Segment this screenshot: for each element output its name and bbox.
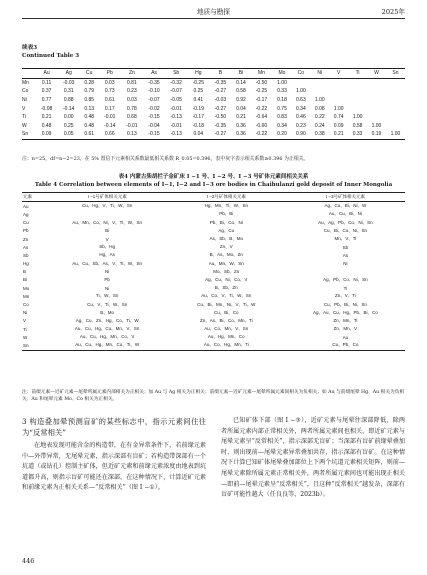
table3-note: 注：n=25，df=n−2=23，在 5% 置信下元素相关系数最低相关系数 R_0.05=0.396，表中灰字表示相关系数≥0.396 为正相关。: [22, 156, 309, 162]
table-row: [22, 268, 405, 276]
table-cell: 0.83: [277, 114, 287, 121]
table-cell: Sb: [342, 244, 349, 250]
table-cell: 0.14: [236, 79, 246, 86]
table-cell: Bi: [105, 228, 110, 234]
table-cell: Ag、Cu、Zn、Hg、Co、Ti、W: [75, 317, 139, 323]
table-cell: Zn、V: [219, 244, 233, 250]
table4-header-row: [22, 193, 405, 202]
table-cell: [386, 87, 405, 96]
table-cell: Ag、Cu、Ni、Co、V: [205, 276, 248, 282]
table-row: [22, 300, 405, 308]
table-cell: 0.85: [84, 97, 95, 104]
table-cell: [367, 96, 386, 105]
table-cell: [348, 78, 367, 87]
table3-header-cell: W: [374, 70, 379, 77]
table4-caption-en: Table 4 Correlation between elements of I−1, I−2 and I−3 ore bodies in Chaihulanzi gold deposit of Inner Mongolia: [34, 182, 393, 188]
table3-header-cell: Cu: [86, 70, 93, 77]
table-cell: 0.74: [333, 114, 344, 121]
table-cell: 0.25: [63, 122, 74, 129]
table-cell: 0.81: [127, 79, 137, 86]
table-cell: 0.13: [127, 131, 137, 138]
table-cell: 0.90: [296, 131, 306, 138]
table-cell: -0.04: [148, 122, 160, 129]
table3-header-cell: Ni: [317, 70, 323, 77]
body-left-column: [22, 416, 206, 494]
table-cell: Ti: [23, 326, 27, 332]
table-cell: Au、Cu、Bi、Ni: [328, 211, 362, 217]
table-row: [22, 251, 405, 259]
table3-header-cell: Au: [43, 70, 50, 77]
table-cell: Sb、Hg: [99, 244, 116, 250]
table-cell: 0.23: [127, 88, 137, 95]
table-cell: Co: [23, 302, 29, 308]
table-row: [22, 317, 405, 325]
table-row: [22, 130, 405, 139]
table3-header-cell: Zn: [128, 70, 135, 77]
table-cell: 0.66: [104, 131, 115, 138]
table-cell: Cu、Hg、V、Ti、W、Sn: [81, 203, 133, 209]
table3-header-cell: V: [336, 70, 341, 77]
table-cell: Cu、Bi、Co、Ni、Sn: [323, 227, 368, 233]
table-cell: -0.13: [170, 114, 182, 121]
table-cell: 0.48: [41, 122, 52, 129]
table-row: [22, 243, 405, 251]
table-row: [22, 333, 405, 341]
table-cell: -0.27: [214, 105, 227, 112]
table-cell: [329, 78, 348, 87]
table-cell: Ni: [22, 97, 27, 104]
table-cell: -0.50: [255, 79, 268, 86]
table-cell: Zn、Mn、Ti: [333, 317, 358, 323]
table-cell: -0.13: [170, 131, 182, 138]
table-cell: Au、Hg、Mn、Co: [207, 334, 245, 340]
table3: [22, 68, 405, 140]
table-cell: -0.27: [214, 88, 227, 95]
table-cell: Au、Ag、Pb、Co、Ni、Sn: [318, 219, 373, 225]
table-cell: -0.17: [255, 97, 268, 104]
table-cell: Hg、As: [99, 252, 115, 258]
table-cell: Au、Cu、Hg、Co、Mn、V、Sn: [74, 326, 140, 332]
table-cell: 0.21: [333, 131, 344, 138]
table-row: [22, 96, 405, 105]
table-cell: -0.10: [148, 88, 160, 95]
table-cell: Au、Mn、W、Sn: [208, 260, 244, 266]
table-cell: Ni: [343, 261, 348, 267]
table3-header-cell: Ag: [65, 70, 72, 77]
table-cell: Ag、Cu: [218, 227, 235, 233]
table-cell: Bi: [23, 277, 28, 283]
table-cell: 0.92: [236, 97, 246, 104]
table-cell: B: [23, 269, 27, 275]
table-cell: 0.09: [333, 122, 344, 129]
table-cell: [47, 210, 166, 218]
table-cell: [286, 268, 405, 276]
table-cell: -0.27: [214, 131, 227, 138]
table-row: [22, 219, 405, 227]
table-cell: 0.22: [314, 114, 325, 121]
table4-header-cell: I −2号矿体相关元素: [206, 194, 246, 200]
table-cell: -0.25: [255, 88, 268, 95]
table-cell: 0.48: [84, 114, 95, 121]
table3-header-cell: [22, 69, 36, 79]
table-cell: 0.58: [352, 122, 363, 129]
table4-caption-cn: 表4 内蒙古柴胡栏子金矿床 I −1 号、I −2 号、I −3 号矿体元素间相关关系: [118, 174, 309, 180]
table-cell: -0.18: [192, 122, 204, 129]
table-cell: -0.35: [148, 79, 160, 86]
table-cell: [348, 87, 367, 96]
table-row: [22, 78, 405, 87]
table-cell: 0.79: [84, 88, 95, 95]
table-cell: Cu、Pb、Bi、Ni、Sn: [323, 301, 367, 307]
table-cell: 0.41: [193, 97, 204, 104]
table-cell: -0.17: [192, 114, 204, 121]
table-cell: 0.68: [127, 114, 137, 121]
table-cell: 0.63: [296, 97, 306, 104]
table-cell: 0.04: [236, 105, 246, 112]
table-cell: 0.11: [41, 79, 52, 86]
table-cell: -0.15: [148, 131, 160, 138]
table-cell: -0.01: [170, 105, 182, 112]
table-cell: Au、Cu、Sb、As、V、Ti、W、Sn: [72, 260, 143, 266]
table-cell: 1.00: [333, 105, 344, 112]
table-cell: -0.07: [148, 97, 160, 104]
table-cell: Zn、As、Bi、Co、Mn、Ti: [200, 317, 253, 323]
table-cell: 1.00: [390, 131, 401, 138]
table-cell: [310, 78, 329, 87]
table-cell: B、Sb、Zn: [214, 285, 238, 291]
table-cell: Pb、Bi、Co、Ni: [209, 219, 243, 225]
table-cell: -0.60: [255, 122, 268, 129]
table3-caption-cn: 续表3: [22, 45, 38, 51]
table-cell: -0.02: [148, 105, 160, 112]
journal-name: 地质与勘探: [197, 8, 230, 16]
table-cell: Mo: [23, 285, 30, 291]
table-cell: Sb: [23, 252, 29, 258]
table-cell: 0.28: [84, 79, 95, 86]
table-cell: 0.34: [296, 105, 306, 112]
table-cell: 0.18: [277, 97, 287, 104]
body-right-column: [221, 416, 405, 501]
table-cell: Au: [23, 203, 29, 209]
table-cell: 0.20: [277, 131, 287, 138]
table-row: [22, 292, 405, 300]
table-cell: 1.00: [314, 97, 325, 104]
page-number: 446: [22, 557, 35, 565]
table-cell: Sn: [23, 342, 29, 348]
table-cell: 0.37: [41, 88, 52, 95]
table-cell: Ti: [343, 285, 348, 291]
table-cell: 0.33: [277, 88, 287, 95]
table-cell: Ti、W、Sn: [95, 293, 119, 299]
table-row: [22, 260, 405, 268]
table4-header-cell: I −1号矿体相关元素: [87, 194, 127, 200]
table-cell: Ni: [105, 285, 110, 291]
table-cell: 0.13: [84, 105, 95, 112]
table-cell: Cu、V、Ti、W、Sn: [87, 301, 128, 307]
table-cell: 0.21: [41, 114, 52, 121]
table4: [22, 192, 405, 351]
table3-header-cell: B: [218, 70, 223, 77]
table3-header-cell: Hg: [195, 70, 202, 77]
table-cell: 0.23: [296, 122, 306, 129]
table4-note: 注：前缀元素—近矿元素—尾晕所属元素内部相关为正相关；加 Au 与 Ag 相关为正相关；前缀元素—近矿元素—尾晕所属元素间相关为负相关；如 Au 与前缀尾晕 Hg、Au 相关为负相关；Au 和尾晕元素 Mo、Co 相关为正相关。: [22, 390, 405, 402]
table-cell: 0.61: [84, 131, 95, 138]
table-cell: Ag、Au、Cu、Hg、Pb、Bi、Co: [313, 309, 378, 315]
table-cell: [348, 104, 367, 113]
table-cell: [386, 78, 405, 87]
table-cell: -0.01: [126, 122, 138, 129]
table-cell: [367, 113, 386, 122]
table-cell: [386, 113, 405, 122]
table-cell: 0.34: [277, 122, 287, 129]
table4-header-cell: 元素: [23, 194, 32, 200]
table-cell: Ti: [22, 114, 26, 121]
table-cell: 0.61: [104, 97, 115, 104]
table-cell: Hg: [23, 261, 29, 267]
table-cell: -0.50: [214, 114, 227, 121]
table-cell: -0.19: [192, 105, 204, 112]
table-cell: Co: [22, 88, 29, 95]
table-cell: W: [22, 122, 27, 129]
table-cell: Au: [342, 334, 349, 340]
table-row: [22, 113, 405, 122]
table-cell: 1.00: [352, 114, 363, 121]
table3-header-cell: Mo: [278, 70, 286, 77]
journal-year: 2025年: [381, 8, 405, 16]
table-cell: As、Sb、B、Mo: [209, 236, 244, 242]
table-cell: Cu: [23, 220, 29, 226]
table-cell: [310, 87, 329, 96]
table-cell: [291, 78, 310, 87]
table3-header-cell: Sb: [173, 70, 180, 77]
table-cell: 0.48: [84, 122, 95, 129]
table3-caption-en: Continued Table 3: [22, 53, 80, 59]
table-cell: Au、Cu、Hg、Mn、Co、V: [79, 334, 135, 340]
table-cell: Mn: [23, 293, 30, 299]
table-cell: -0.08: [40, 105, 53, 112]
table3-header-cell: Co: [297, 70, 305, 77]
body-paragraph: 在地表发现可能含金的构造带，在有金异常条件下，若前缘元素中—外带异常，无尾晕元素，指示深部有盲矿；若构造带深部有一个坑道（或钻孔）控制主矿体，但近矿元素和前缘元素浓度由地表到坑道都升高，则指示盲矿可能还在深部。在这种情况下，计算近矿元素和前缘元素为正相关关系—“反常相关”（图 I −①）。: [22, 442, 206, 492]
table-cell: Cu、Bi、Mn、Ni、V、Ti、W: [197, 301, 256, 307]
table-cell: -0.03: [63, 79, 75, 86]
table-cell: As: [342, 252, 349, 258]
table-cell: -0.22: [255, 131, 268, 138]
table-cell: 0.38: [314, 131, 325, 138]
table3-header-cell: Bi: [238, 70, 244, 77]
table-cell: -0.64: [255, 114, 268, 121]
table-cell: Pb、Bi: [219, 211, 234, 217]
table-cell: Sn: [22, 131, 29, 138]
table-cell: Ni: [23, 310, 28, 316]
table-cell: -0.35: [214, 122, 227, 129]
table-cell: -0.03: [214, 97, 227, 104]
table-cell: Au、Co、Hg、Mn、Ti: [203, 342, 249, 348]
table-row: [22, 87, 405, 96]
table-cell: 0.00: [63, 114, 74, 121]
table-cell: 0.21: [236, 114, 246, 121]
table-cell: 1.00: [296, 88, 306, 95]
table-cell: [329, 96, 348, 105]
table-row: [22, 227, 405, 235]
table-cell: As: [23, 244, 29, 250]
table-cell: Zn: [23, 236, 29, 242]
table3-header-cell: Pb: [106, 70, 113, 77]
table-cell: -0.07: [170, 88, 182, 95]
table3-header-cell: Sn: [392, 70, 399, 77]
table-cell: 0.33: [352, 131, 363, 138]
table-cell: Au、Co、Mn、V、Sn: [204, 326, 249, 332]
table-cell: 0.17: [104, 105, 115, 112]
table-cell: 0.25: [193, 88, 204, 95]
table-cell: V: [105, 236, 109, 242]
table-cell: 0.03: [104, 79, 115, 86]
table-cell: Pb: [23, 228, 29, 234]
table-cell: 0.77: [41, 97, 52, 104]
table-cell: Mn: [22, 79, 29, 86]
table-cell: -0.35: [214, 79, 227, 86]
table-cell: Au、Co、V、Ti、W、Sn: [201, 293, 252, 299]
table-cell: Cu、Bi、Co: [214, 309, 239, 315]
section-heading: 3 构造叠加晕预测盲矿的某些标志中，指示元素间住往为“反常相关”: [22, 417, 206, 437]
table-cell: [367, 78, 386, 87]
table-cell: 0.19: [371, 131, 382, 138]
table-cell: Ag、Cu、Bi、Ni、W: [324, 203, 367, 209]
table-cell: Au、Mn、Co、Ni、V、Ti、W、Sn: [72, 219, 142, 225]
table3-caption: [22, 44, 79, 60]
body-paragraph: 已知矿体下部（图 I −③），近矿元素与尾晕往深部降低，除两者所属元素内部正常相关外，两者所属元素间也相关，即近矿元素与尾晕元素呈“反常相关”，指示深部无盲矿；当深部有盲矿前缘晕叠加时，则出现前—尾晕元素异常叠加共存，指示深部有盲矿。在这种情况下计算已知矿体尾晕叠加部位上下两个坑道元素相关矩阵，则前—尾晕元素除所属元素正常相关外，两者所属元素间也可能出现正相关—即前—尾晕元素呈“反常相关”，且这种“反常相关”越发杂，深部有盲矿可能性越大（任良良等，2023b）。: [221, 417, 405, 499]
table-cell: Cu、Pb、Co: [332, 342, 359, 348]
table-cell: 0.03: [127, 97, 137, 104]
table-cell: 0.24: [314, 122, 325, 129]
table4-header-cell: I −3号矿体相关元素: [325, 194, 365, 200]
table-cell: B、As、Mo、Zn: [209, 252, 243, 258]
table-cell: W: [23, 334, 28, 340]
table-cell: Zn、Mn、V: [333, 326, 358, 332]
table-cell: V: [23, 318, 27, 324]
table-cell: -0.15: [148, 114, 160, 121]
table-cell: 0.75: [277, 105, 287, 112]
table-cell: 0.88: [63, 97, 74, 104]
table-cell: -0.22: [255, 105, 268, 112]
table-cell: [367, 87, 386, 96]
table-cell: Ag、Pb、Co、Ni、Sn: [323, 276, 368, 282]
table-cell: Hg、Mn、Ti、W、Sn: [204, 203, 248, 209]
table-cell: 0.08: [314, 105, 325, 112]
table-cell: Ni: [105, 269, 110, 275]
table-cell: Mn、V、Ti: [334, 236, 357, 242]
table-row: [22, 276, 405, 284]
table-cell: [386, 104, 405, 113]
table-cell: 0.46: [296, 114, 306, 121]
table-row: [22, 210, 405, 218]
table-cell: 0.04: [193, 131, 204, 138]
table3-header-row: [22, 69, 405, 79]
running-header: [22, 5, 405, 19]
table-cell: 0.36: [236, 131, 246, 138]
table-cell: [386, 122, 405, 131]
table-cell: 0.36: [236, 122, 246, 129]
table-cell: Mo、Sb、Zn: [213, 268, 240, 274]
table-row: [22, 235, 405, 243]
table-cell: Ag: [23, 211, 29, 217]
table-cell: 0.09: [41, 131, 52, 138]
table-cell: Au、Cu、Hg、Mn、Co、Ti、W: [75, 342, 140, 348]
table-row: [22, 325, 405, 333]
table-row: [22, 309, 405, 317]
table4-caption: [22, 173, 405, 189]
table-cell: -0.25: [192, 79, 204, 86]
table-cell: [367, 104, 386, 113]
table-cell: 0.78: [127, 105, 137, 112]
table-cell: Pb: [104, 277, 110, 283]
table3-header-cell: Ti: [355, 70, 360, 77]
table-cell: -0.01: [104, 114, 116, 121]
table-row: [22, 104, 405, 113]
table-cell: B、Mo: [100, 309, 115, 315]
table-row: [22, 122, 405, 131]
table3-header-cell: Mn: [258, 70, 265, 77]
table-cell: [329, 87, 348, 96]
table-cell: 0.58: [236, 88, 246, 95]
table-row: [22, 284, 405, 292]
table-cell: -0.32: [170, 79, 182, 86]
table3-header-cell: As: [151, 70, 157, 77]
table-cell: 0.05: [63, 131, 74, 138]
table-cell: 1.00: [277, 79, 287, 86]
table-cell: 1.00: [371, 122, 382, 129]
table-cell: -0.14: [104, 122, 116, 129]
table-cell: -0.01: [170, 122, 182, 129]
table-cell: V: [22, 105, 26, 112]
table-cell: -0.05: [170, 97, 182, 104]
table-row: [22, 341, 405, 350]
table-cell: [348, 96, 367, 105]
table-cell: -0.14: [63, 105, 75, 112]
table-cell: [386, 96, 405, 105]
table-cell: Zn、V、Ti: [334, 293, 356, 299]
table-cell: 0.73: [104, 88, 115, 95]
table-cell: 0.31: [63, 88, 74, 95]
table-row: [22, 202, 405, 211]
